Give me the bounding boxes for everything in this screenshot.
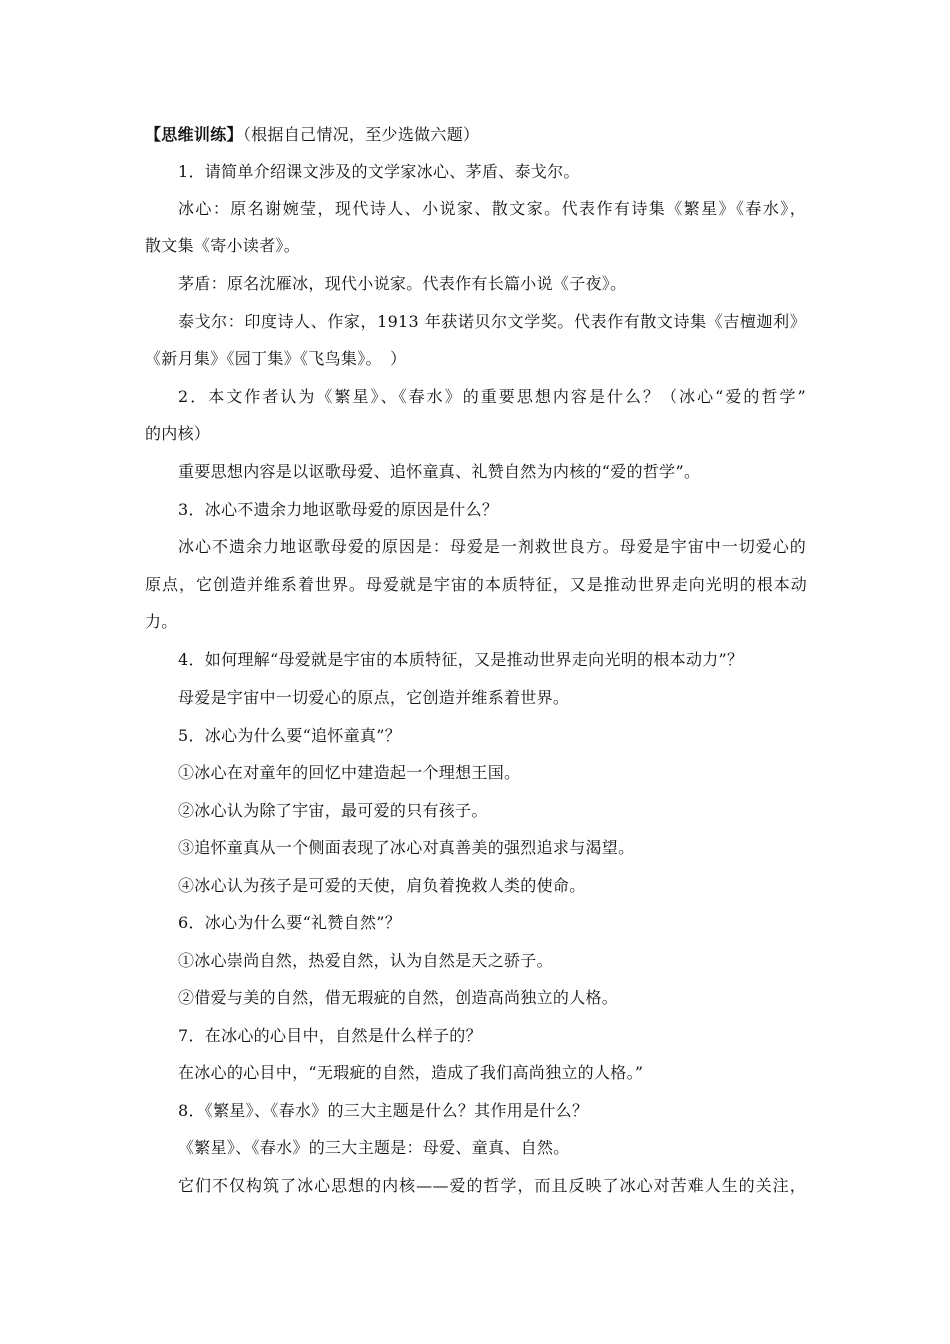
answer-6-item-1: ①冰心崇尚自然，热爱自然，认为自然是天之骄子。 (178, 951, 553, 970)
question-6: 6．冰心为什么要“礼赞自然”？ (178, 913, 402, 932)
question-7: 7．在冰心的心目中，自然是什么样子的？ (178, 1026, 482, 1045)
answer-1-bingxin-cont: 散文集《寄小读者》。 (145, 236, 301, 255)
answer-1-maodun: 茅盾：原名沈雁冰，现代小说家。代表作有长篇小说《子夜》。 (178, 274, 627, 293)
answer-5-item-4: ④冰心认为孩子是可爱的天使，肩负着挽救人类的使命。 (178, 876, 586, 895)
answer-8: 《繁星》、《春水》的三大主题是：母爱、童真、自然。 (178, 1138, 570, 1157)
answer-5-item-3: ③追怀童真从一个侧面表现了冰心对真善美的强烈追求与渴望。 (178, 838, 635, 857)
answer-8-cont: 它们不仅构筑了冰心思想的内核——爱的哲学，而且反映了冰心对苦难人生的关注， (178, 1176, 806, 1195)
question-5: 5．冰心为什么要“追怀童真”？ (178, 726, 402, 745)
answer-1-bingxin: 冰心：原名谢婉莹，现代诗人、小说家、散文家。代表作有诗集《繁星》《春水》， (178, 199, 806, 218)
answer-6-item-2: ②借爱与美的自然，借无瑕疵的自然，创造高尚独立的人格。 (178, 988, 619, 1007)
question-1: 1．请简单介绍课文涉及的文学家冰心、茅盾、泰戈尔。 (178, 162, 580, 181)
section-title: 【思维训练】 (145, 125, 243, 144)
section-heading (145, 125, 815, 145)
answer-3-cont: 原点，它创造并维系着世界。母爱就是宇宙的本质特征，又是推动世界走向光明的根本动 (145, 575, 807, 594)
answer-1-tagore-cont: 《新月集》《园丁集》《飞鸟集》。 ） (145, 349, 407, 368)
question-4: 4．如何理解“母爱就是宇宙的本质特征，又是推动世界走向光明的根本动力”？ (178, 650, 744, 669)
question-8: 8．《繁星》、《春水》的三大主题是什么？其作用是什么？ (178, 1101, 589, 1120)
answer-7: 在冰心的心目中，“无瑕疵的自然，造成了我们高尚独立的人格。” (178, 1063, 644, 1082)
answer-3-end: 力。 (145, 612, 178, 631)
answer-5-item-1: ①冰心在对童年的回忆中建造起一个理想王国。 (178, 763, 521, 782)
answer-3: 冰心不遗余力地讴歌母爱的原因是：母爱是一剂救世良方。母爱是宇宙中一切爱心的 (178, 537, 806, 556)
question-2-cont: 的内核） (145, 424, 211, 443)
answer-1-tagore: 泰戈尔：印度诗人、作家，1913 年获诺贝尔文学奖。代表作有散文诗集《吉檀迦利》 (178, 312, 806, 331)
answer-4: 母爱是宇宙中一切爱心的原点，它创造并维系着世界。 (178, 688, 570, 707)
section-note: （根据自己情况，至少选做六题） (242, 125, 480, 144)
question-3: 3．冰心不遗余力地讴歌母爱的原因是什么？ (178, 500, 499, 519)
answer-5-item-2: ②冰心认为除了宇宙，最可爱的只有孩子。 (178, 801, 488, 820)
question-2: 2．本文作者认为《繁星》、《春水》的重要思想内容是什么？（冰心“爱的哲学” (178, 387, 806, 406)
answer-2: 重要思想内容是以讴歌母爱、追怀童真、礼赞自然为内核的“爱的哲学”。 (178, 462, 701, 481)
